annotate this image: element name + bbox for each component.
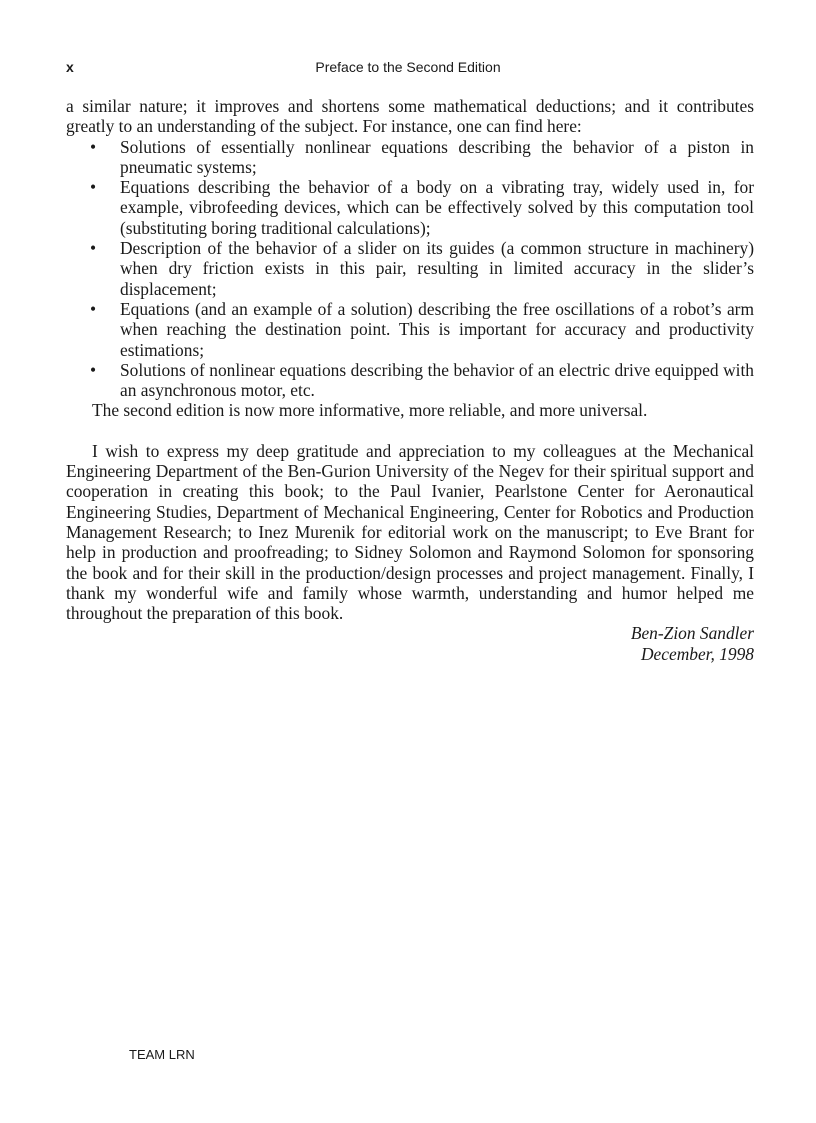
list-item bbox=[90, 359, 754, 401]
body-text bbox=[66, 96, 754, 664]
bullet-icon: • bbox=[90, 136, 97, 157]
running-head: Preface to the Second Edition bbox=[315, 59, 501, 75]
bullet-icon: • bbox=[90, 238, 97, 259]
signature-author: Ben-Zion Sandler bbox=[630, 623, 754, 644]
list-item-text: Equations describing the behavior of a body on a vibrating tray, widely used in, for example, vibrofeeding devices, which can be effectively solved by this computation tool (substituting boring traditional calculations); bbox=[120, 177, 754, 238]
bullet-list bbox=[66, 137, 754, 401]
list-item-text: Solutions of essentially nonlinear equations describing the behavior of a piston in pneumatic systems; bbox=[120, 136, 754, 177]
list-item bbox=[90, 298, 754, 360]
list-item-text: Equations (and an example of a solution) describing the free oscillations of a robot’s arm when reaching the destination point. This is important for accuracy and productivity estimations; bbox=[120, 298, 754, 360]
list-item bbox=[90, 177, 754, 238]
acknowledgment-paragraph: I wish to express my deep gratitude and appreciation to my colleagues at the Mechanical Engineering Department of the Ben-Gurion University of the Negev for their spiritual support and cooperation in creating this book; to the Paul Ivanier, Pearlstone Center for Aeronautical Engineering Studies, Department of Mechanical Engineering, Center for Robotics and Production Management Research; to Inez Murenik for editorial work on the manuscript; to Eve Brant for help in production and proofreading; to Sidney Solomon and Raymond Solomon for sponsoring the book and for their skill in the production/design processes and project management. Finally, I thank my wonderful wife and family whose warmth, understanding and humor helped me throughout the preparation of this book. bbox=[66, 440, 754, 624]
summary-paragraph: The second edition is now more informative, more reliable, and more universal. bbox=[92, 400, 648, 421]
team-label: TEAM LRN bbox=[129, 1047, 195, 1062]
bullet-icon: • bbox=[90, 298, 97, 319]
list-item-text: Solutions of nonlinear equations describing the behavior of an electric drive equipped with an asynchronous motor, etc. bbox=[120, 359, 754, 401]
list-item bbox=[90, 136, 754, 178]
list-item-text: Description of the behavior of a slider on its guides (a common structure in machinery) when dry friction exists in this pair, resulting in limited accuracy in the slider’s displacement; bbox=[120, 238, 754, 299]
bullet-icon: • bbox=[90, 177, 97, 198]
signature-date: December, 1998 bbox=[640, 643, 754, 664]
paragraph-gap bbox=[66, 421, 754, 441]
page-number: x bbox=[66, 59, 74, 75]
list-item bbox=[90, 238, 754, 299]
intro-paragraph: a similar nature; it improves and shortens some mathematical deductions; and it contributes greatly to an understanding of the subject. For instance, one can find here: bbox=[66, 96, 754, 137]
bullet-icon: • bbox=[90, 359, 97, 380]
